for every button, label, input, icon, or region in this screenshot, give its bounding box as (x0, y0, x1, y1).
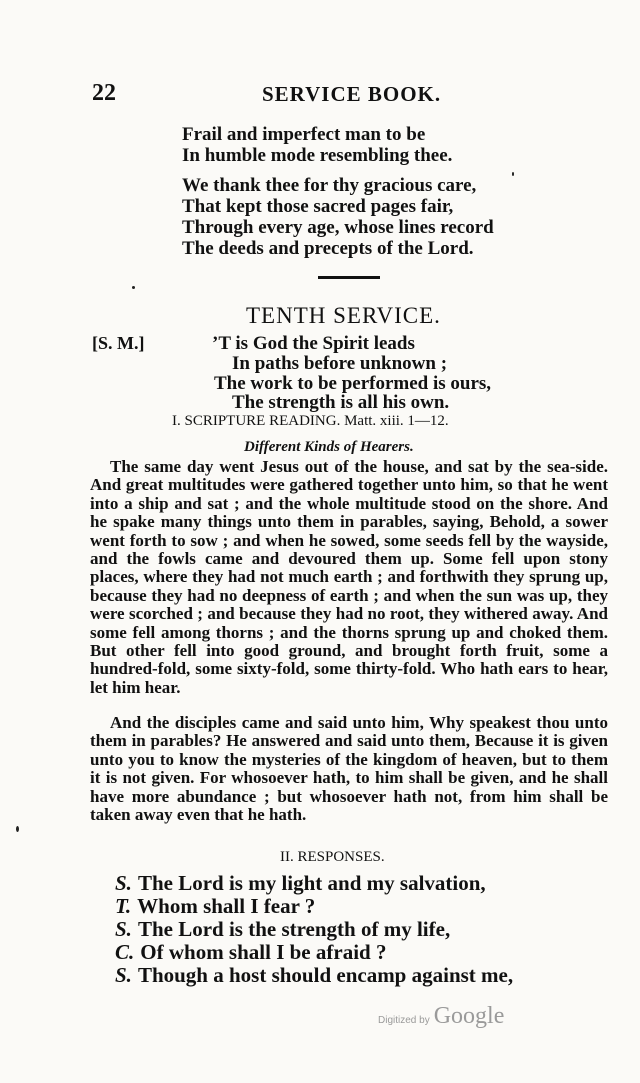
response-text: The Lord is the strength of my life, (137, 917, 451, 941)
response-text: Though a host should encamp against me, (137, 963, 514, 987)
response-line (115, 964, 513, 987)
ink-speck (132, 286, 135, 289)
speaker: C. (115, 940, 135, 964)
hymn-line: That kept those sacred pages fair, (182, 196, 454, 217)
response-text: Whom shall I fear ? (137, 894, 316, 918)
service-hymn-line: The strength is all his own. (232, 392, 450, 413)
hymn-line: Through every age, whose lines record (182, 217, 494, 238)
meter-label: [S. M.] (92, 333, 145, 353)
reading-subtitle: Different Kinds of Hearers. (244, 439, 414, 455)
hymn-line: We thank thee for thy gracious care, (182, 175, 477, 196)
speaker: S. (115, 917, 132, 941)
response-line (115, 895, 315, 918)
responses-heading: II. RESPONSES. (280, 849, 385, 865)
response-line (115, 918, 450, 941)
hymn-line: Frail and imperfect man to be (182, 124, 426, 145)
ink-speck (16, 826, 19, 832)
digitized-watermark (378, 1003, 504, 1030)
watermark-brand: Google (433, 1003, 505, 1029)
ink-speck (512, 172, 514, 176)
page-number: 22 (92, 80, 116, 106)
service-title: TENTH SERVICE. (246, 303, 441, 328)
response-line (115, 872, 486, 895)
service-hymn-line: In paths before unknown ; (232, 353, 448, 374)
watermark-prefix: Digitized by (378, 1015, 430, 1026)
service-hymn-line: The work to be performed is ours, (214, 373, 492, 394)
speaker: S. (115, 963, 132, 987)
response-text: The Lord is my light and my salvation, (137, 871, 486, 895)
speaker: S. (115, 871, 132, 895)
response-text: Of whom shall I be afraid ? (140, 940, 387, 964)
reading-paragraph: And the disciples came and said unto him, Why speakest thou unto them in parables? He answered and said unto them, Because it is given unto you to know the mysteries of the kingdom of heaven, but to them it is not given. For whosoever hath, to him shall be given, and he shall have more abundance ; but whosoever hath not, from him shall be taken away even that he hath. (90, 713, 608, 825)
section-divider (318, 276, 380, 279)
reading-heading: I. SCRIPTURE READING. Matt. xiii. 1—12. (172, 413, 449, 429)
hymn-line: The deeds and precepts of the Lord. (182, 238, 474, 259)
reading-paragraph: The same day went Jesus out of the house, and sat by the sea-side. And great multitudes were gathered together unto him, so that he went into a ship and sat ; and the whole multitude stood on the shore. And he spake many things unto them in parables, saying, Behold, a sower went forth to sow ; and when he sowed, some seeds fell by the wayside, and the fowls came and devoured them up. Some fell upon stony places, where they had not much earth ; and forthwith they sprung up, because they had no deepness of earth ; and when the sun was up, they were scorched ; and because they had no root, they withered away. And some fell among thorns ; and the thorns sprung up and choked them. But other fell into good ground, and brought forth fruit, some a hundred-fold, some sixty-fold, some thirty-fold. Who hath ears to hear, let him hear. (90, 457, 608, 697)
hymn-line: In humble mode resembling thee. (182, 145, 453, 166)
response-line (115, 941, 386, 964)
speaker: T. (115, 894, 132, 918)
running-title: SERVICE BOOK. (262, 82, 442, 106)
service-hymn-line: ’T is God the Spirit leads (212, 333, 415, 354)
